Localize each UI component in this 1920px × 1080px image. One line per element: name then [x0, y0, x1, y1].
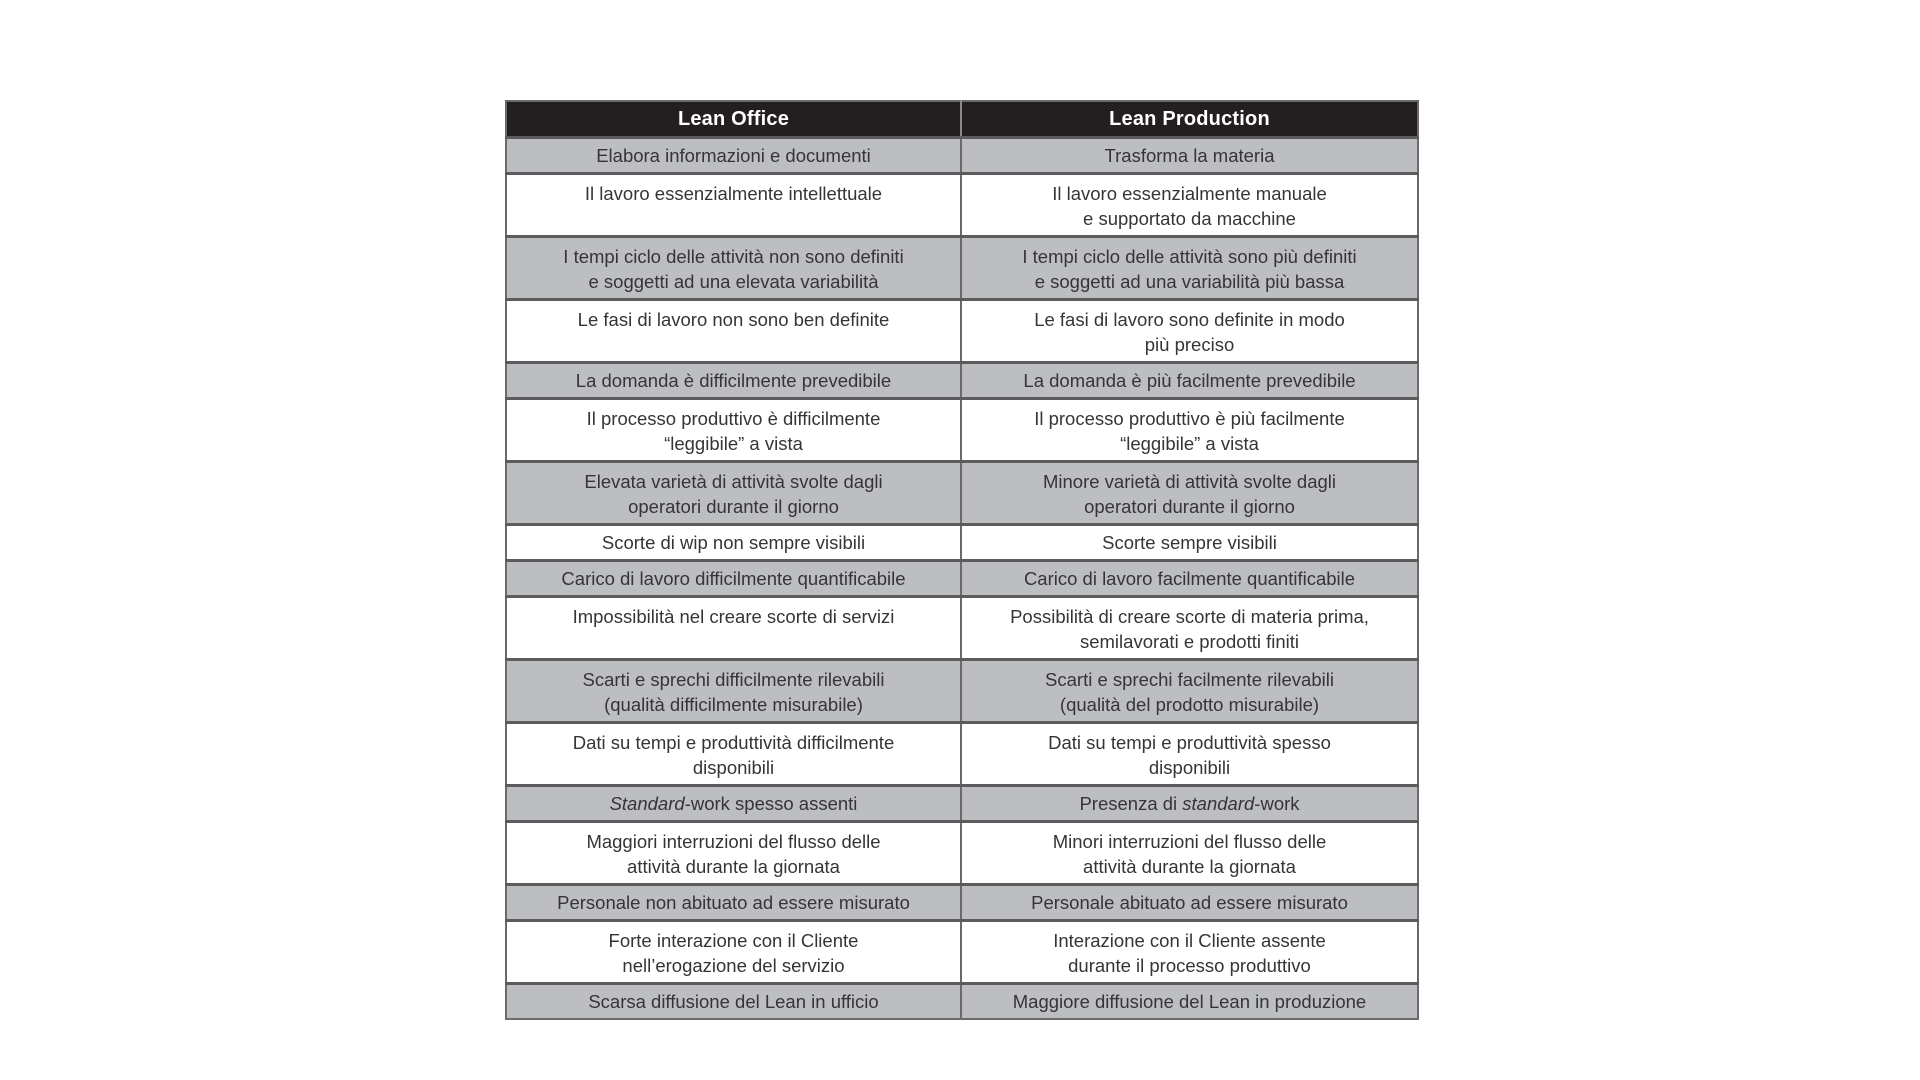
cell-line: Il lavoro essenzialmente manuale — [1052, 183, 1327, 204]
cell-line: Personale non abituato ad essere misurato — [557, 892, 910, 913]
cell-line: Minori interruzioni del flusso delle — [1052, 831, 1327, 852]
cell-line: Elevata varietà di attività svolte dagli — [584, 471, 883, 492]
table-row — [506, 660, 1418, 723]
cell-line: più preciso — [1144, 334, 1235, 355]
cell-line: Il processo produttivo è difficilmente — [586, 408, 881, 429]
cell-lean-production — [961, 786, 1418, 822]
cell-line: Scarti e sprechi difficilmente rilevabili — [582, 669, 885, 690]
cell-line: nell’erogazione del servizio — [622, 955, 845, 976]
cell-lean-production — [961, 561, 1418, 597]
cell-line: e soggetti ad una variabilità più bassa — [1034, 271, 1345, 292]
cell-lean-production — [961, 462, 1418, 525]
table-row — [506, 786, 1418, 822]
cell-lean-office — [506, 462, 961, 525]
cell-line: La domanda è difficilmente prevedibile — [575, 370, 892, 391]
cell-lean-production — [961, 399, 1418, 462]
cell-line: Scorte di wip non sempre visibili — [601, 532, 866, 553]
cell-lean-production — [961, 921, 1418, 984]
cell-line: “leggibile” a vista — [664, 433, 803, 454]
cell-lean-office — [506, 237, 961, 300]
cell-line: Scarsa diffusione del Lean in ufficio — [588, 991, 879, 1012]
cell-line: semilavorati e prodotti finiti — [1079, 631, 1299, 652]
cell-line: e supportato da macchine — [1083, 208, 1296, 229]
cell-line: Dati su tempi e produttività difficilmente — [572, 732, 895, 753]
cell-lean-production — [961, 597, 1418, 660]
cell-text: -work spesso assenti — [684, 793, 858, 814]
cell-line: e soggetti ad una elevata variabilità — [588, 271, 879, 292]
table-header-row — [506, 101, 1418, 138]
table-row — [506, 300, 1418, 363]
cell-lean-office — [506, 984, 961, 1020]
cell-line: Carico di lavoro difficilmente quantificabile — [561, 568, 906, 589]
table-row — [506, 525, 1418, 561]
table-row — [506, 921, 1418, 984]
column-header-lean-office: Lean Office — [506, 101, 961, 138]
cell-line: “leggibile” a vista — [1120, 433, 1259, 454]
cell-line: Maggiori interruzioni del flusso delle — [586, 831, 881, 852]
table-row — [506, 597, 1418, 660]
cell-line: Le fasi di lavoro non sono ben definite — [577, 309, 890, 330]
table-row — [506, 984, 1418, 1020]
cell-line: Possibilità di creare scorte di materia prima, — [1010, 606, 1369, 627]
table-row — [506, 561, 1418, 597]
cell-line: Forte interazione con il Cliente — [608, 930, 859, 951]
cell-line: durante il processo produttivo — [1068, 955, 1311, 976]
cell-line: disponibili — [692, 757, 775, 778]
cell-lean-production — [961, 174, 1418, 237]
comparison-table — [505, 100, 1419, 1020]
cell-line: Minore varietà di attività svolte dagli — [1042, 471, 1337, 492]
cell-lean-production — [961, 138, 1418, 174]
table-row — [506, 237, 1418, 300]
cell-line: Scarti e sprechi facilmente rilevabili — [1045, 669, 1334, 690]
cell-line: I tempi ciclo delle attività sono più definiti — [1022, 246, 1357, 267]
table-row — [506, 885, 1418, 921]
table-row — [506, 399, 1418, 462]
italic-text: standard — [1182, 793, 1255, 814]
column-header-lean-production: Lean Production — [961, 101, 1418, 138]
cell-text: -work — [1254, 793, 1300, 814]
cell-line: Maggiore diffusione del Lean in produzione — [1012, 991, 1367, 1012]
cell-line: La domanda è più facilmente prevedibile — [1023, 370, 1356, 391]
cell-line: Dati su tempi e produttività spesso — [1048, 732, 1331, 753]
cell-lean-office — [506, 786, 961, 822]
cell-line: Elabora informazioni e documenti — [596, 145, 871, 166]
cell-lean-office — [506, 363, 961, 399]
cell-line: operatori durante il giorno — [1084, 496, 1295, 517]
cell-lean-production — [961, 885, 1418, 921]
cell-text: Presenza di — [1079, 793, 1183, 814]
italic-text: Standard — [609, 793, 685, 814]
cell-line: Trasforma la materia — [1104, 145, 1275, 166]
cell-lean-production — [961, 300, 1418, 363]
cell-lean-office — [506, 597, 961, 660]
cell-line: Personale abituato ad essere misurato — [1031, 892, 1348, 913]
cell-lean-production — [961, 822, 1418, 885]
table-row — [506, 174, 1418, 237]
table-row — [506, 138, 1418, 174]
cell-lean-production — [961, 660, 1418, 723]
table-row — [506, 822, 1418, 885]
cell-lean-office — [506, 174, 961, 237]
table-body — [506, 138, 1418, 1020]
cell-line: I tempi ciclo delle attività non sono definiti — [563, 246, 904, 267]
cell-lean-office — [506, 525, 961, 561]
cell-line: Carico di lavoro facilmente quantificabile — [1023, 568, 1356, 589]
cell-lean-office — [506, 138, 961, 174]
cell-lean-office — [506, 921, 961, 984]
cell-line: Scorte sempre visibili — [1102, 532, 1277, 553]
cell-line: attività durante la giornata — [627, 856, 840, 877]
cell-line: Impossibilità nel creare scorte di servizi — [572, 606, 895, 627]
cell-line: attività durante la giornata — [1083, 856, 1296, 877]
cell-line: (qualità difficilmente misurabile) — [604, 694, 863, 715]
cell-line: operatori durante il giorno — [628, 496, 839, 517]
table-row — [506, 363, 1418, 399]
cell-line: disponibili — [1148, 757, 1231, 778]
cell-lean-production — [961, 525, 1418, 561]
cell-lean-office — [506, 561, 961, 597]
cell-lean-office — [506, 723, 961, 786]
cell-line: (qualità del prodotto misurabile) — [1059, 694, 1320, 715]
table-row — [506, 462, 1418, 525]
cell-lean-production — [961, 984, 1418, 1020]
cell-line: Il lavoro essenzialmente intellettuale — [584, 183, 883, 204]
cell-line: Le fasi di lavoro sono definite in modo — [1034, 309, 1345, 330]
cell-lean-office — [506, 885, 961, 921]
cell-line: Interazione con il Cliente assente — [1053, 930, 1326, 951]
cell-lean-office — [506, 300, 961, 363]
cell-lean-production — [961, 723, 1418, 786]
cell-lean-production — [961, 363, 1418, 399]
cell-lean-office — [506, 399, 961, 462]
cell-lean-office — [506, 822, 961, 885]
cell-lean-office — [506, 660, 961, 723]
table-row — [506, 723, 1418, 786]
cell-line: Il processo produttivo è più facilmente — [1034, 408, 1345, 429]
cell-lean-production — [961, 237, 1418, 300]
